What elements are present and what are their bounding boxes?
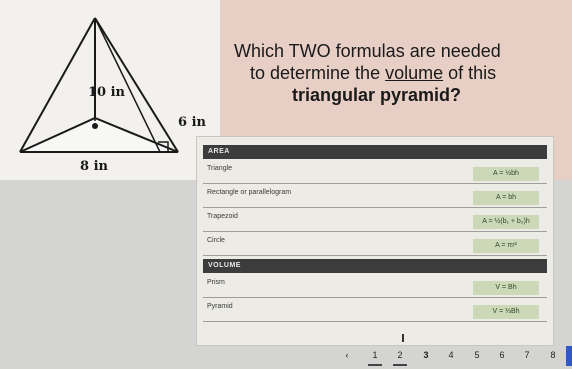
slant-height-label: 10 in [88,85,126,100]
formula-value[interactable]: A = ½bh [473,167,539,181]
question-line-2-pre: to determine the [250,63,386,83]
formula-label: Trapezoid [207,213,238,220]
formula-row-pyramid [203,299,547,322]
formula-row-trapezoid [203,209,547,232]
page-2-button[interactable]: 2 [397,350,403,360]
question-line-1: Which TWO formulas are needed [234,41,501,61]
area-section-header: AREA [203,145,547,159]
formula-row-triangle [203,161,547,184]
page-4-button[interactable]: 4 [448,350,454,360]
height-label: 6 in [178,115,206,130]
pyramid-base [20,118,178,152]
formula-value[interactable]: A = πr² [473,239,539,253]
formula-value[interactable]: V = ⅓Bh [473,305,539,319]
progress-indicator [566,346,572,366]
page-5-button[interactable]: 5 [474,350,480,360]
formula-label: Triangle [207,165,233,172]
formula-value[interactable]: V = Bh [473,281,539,295]
formula-reference-card [196,136,554,346]
question-line-2-post: of this [443,63,497,83]
volume-section-header: VOLUME [203,259,547,273]
question-line-3: triangular pyramid? [292,85,462,105]
page-3-button[interactable]: 3 [423,350,429,360]
formula-row-circle [203,233,547,256]
page-2-underline [393,364,407,366]
triangular-pyramid-diagram [0,0,220,180]
formula-value[interactable]: A = ½(b₁ + b₂)h [473,215,539,229]
formula-row-rectangle [203,185,547,208]
page-1-button[interactable]: 1 [372,350,378,360]
base-label: 8 in [80,159,108,174]
base-center-dot [92,123,98,129]
formula-label: Rectangle or parallelogram [207,189,292,196]
prev-page-button[interactable]: ‹ [345,350,349,360]
question-text [232,40,562,106]
formula-label: Prism [207,279,225,286]
question-pagination [330,346,572,366]
page-1-underline [368,364,382,366]
question-keyword-volume: volume [385,63,444,83]
formula-row-prism [203,275,547,298]
question-line-2 [232,62,562,84]
pyramid-figure-panel [0,0,221,180]
page-7-button[interactable]: 7 [524,350,530,360]
page-6-button[interactable]: 6 [499,350,505,360]
page-8-button[interactable]: 8 [550,350,556,360]
formula-value[interactable]: A = bh [473,191,539,205]
formula-label: Pyramid [207,303,233,310]
mouse-cursor-icon [402,334,410,342]
formula-label: Circle [207,237,225,244]
